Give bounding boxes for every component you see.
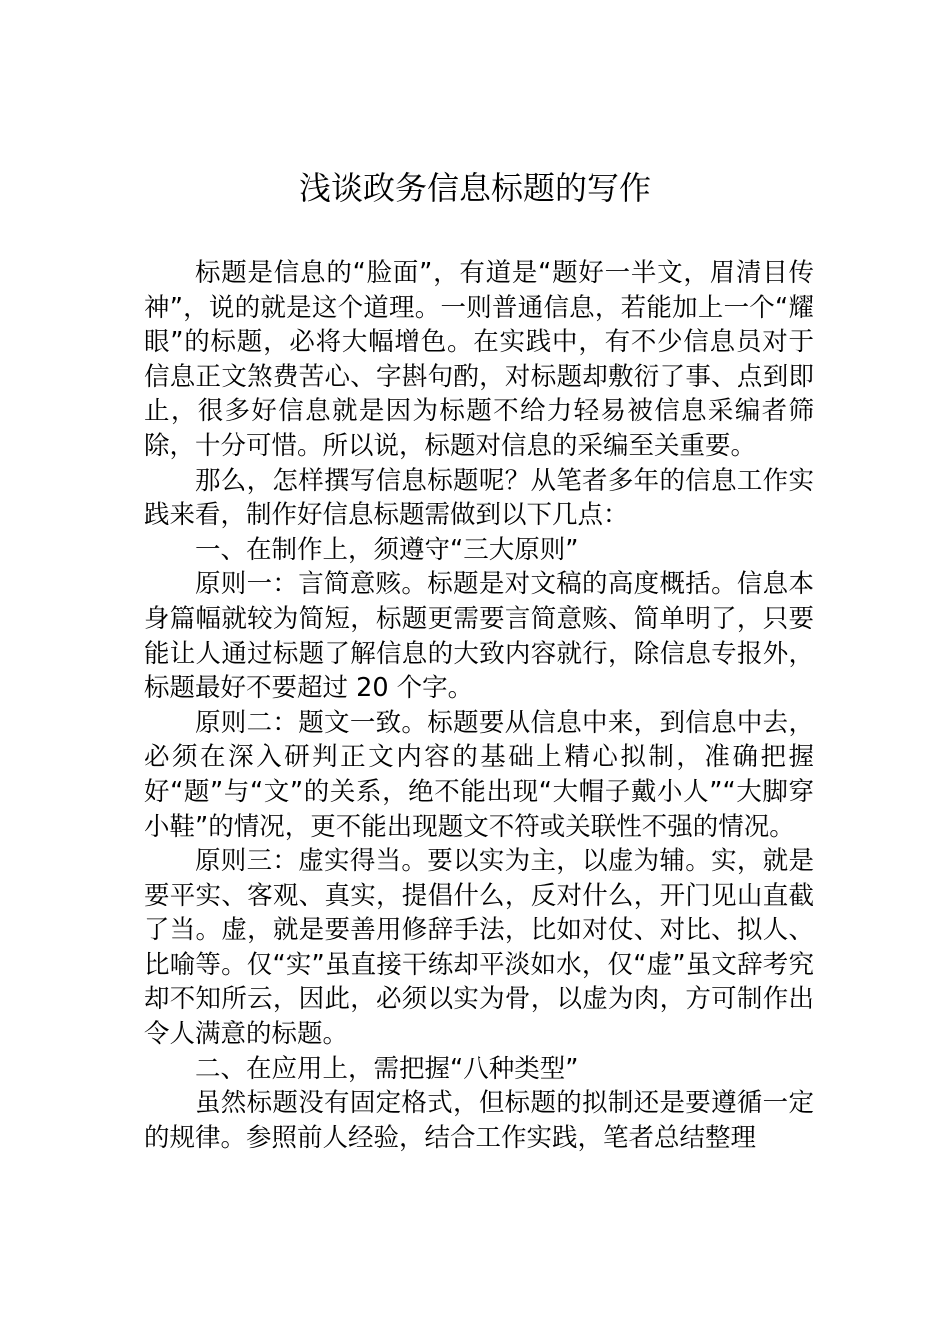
document-title: 浅谈政务信息标题的写作 [298, 169, 651, 207]
paragraph-types-intro: 虽然标题没有固定格式，但标题的拟制还是要遵循一定的规律。参照前人经验，结合工作实践，笔者总结整理 [144, 1088, 814, 1153]
paragraph-question: 那么，怎样撰写信息标题呢？从笔者多年的信息工作实践来看，制作好信息标题需做到以下几点： [144, 465, 814, 531]
paragraph-intro: 标题是信息的“脸面”，有道是“题好一半文，眉清目传神”，说的就是这个道理。一则普通信息，若能加上一个“耀眼”的标题，必将大幅增色。在实践中，有不少信息员对于信息正文煞费苦心、字斟句酌，对标题却敷衍了事、点到即止，很多好信息就是因为标题不给力轻易被信息采编者筛除，十分可惜。所以说，标题对信息的采编至关重要。 [144, 258, 814, 461]
paragraph-principle-2: 原则二：题文一致。标题要从信息中来，到信息中去，必须在深入研判正文内容的基础上精心拟制，准确把握好“题”与“文”的关系，绝不能出现“大帽子戴小人”“大脚穿小鞋”的情况，更不能出现题文不符或关联性不强的情况。 [144, 707, 814, 842]
section-heading-2: 二、在应用上，需把握“八种类型” [195, 1053, 579, 1084]
paragraph-principle-3: 原则三：虚实得当。要以实为主，以虚为辅。实，就是要平实、客观、真实，提倡什么，反对什么，开门见山直截了当。虚，就是要善用修辞手法，比如对仗、对比、拟人、比喻等。仅“实”虽直接干练却平淡如水，仅“虚”虽文辞考究却不知所云，因此，必须以实为骨，以虚为肉，方可制作出令人满意的标题。 [144, 846, 814, 1050]
paragraph-principle-1: 原则一：言简意赅。标题是对文稿的高度概括。信息本身篇幅就较为简短，标题更需要言简意赅、简单明了，只要能让人通过标题了解信息的大致内容就行，除信息专报外，标题最好不要超过 20 个字。 [144, 569, 814, 704]
document-body [144, 256, 814, 1155]
section-heading-1: 一、在制作上，须遵守“三大原则” [195, 534, 579, 565]
